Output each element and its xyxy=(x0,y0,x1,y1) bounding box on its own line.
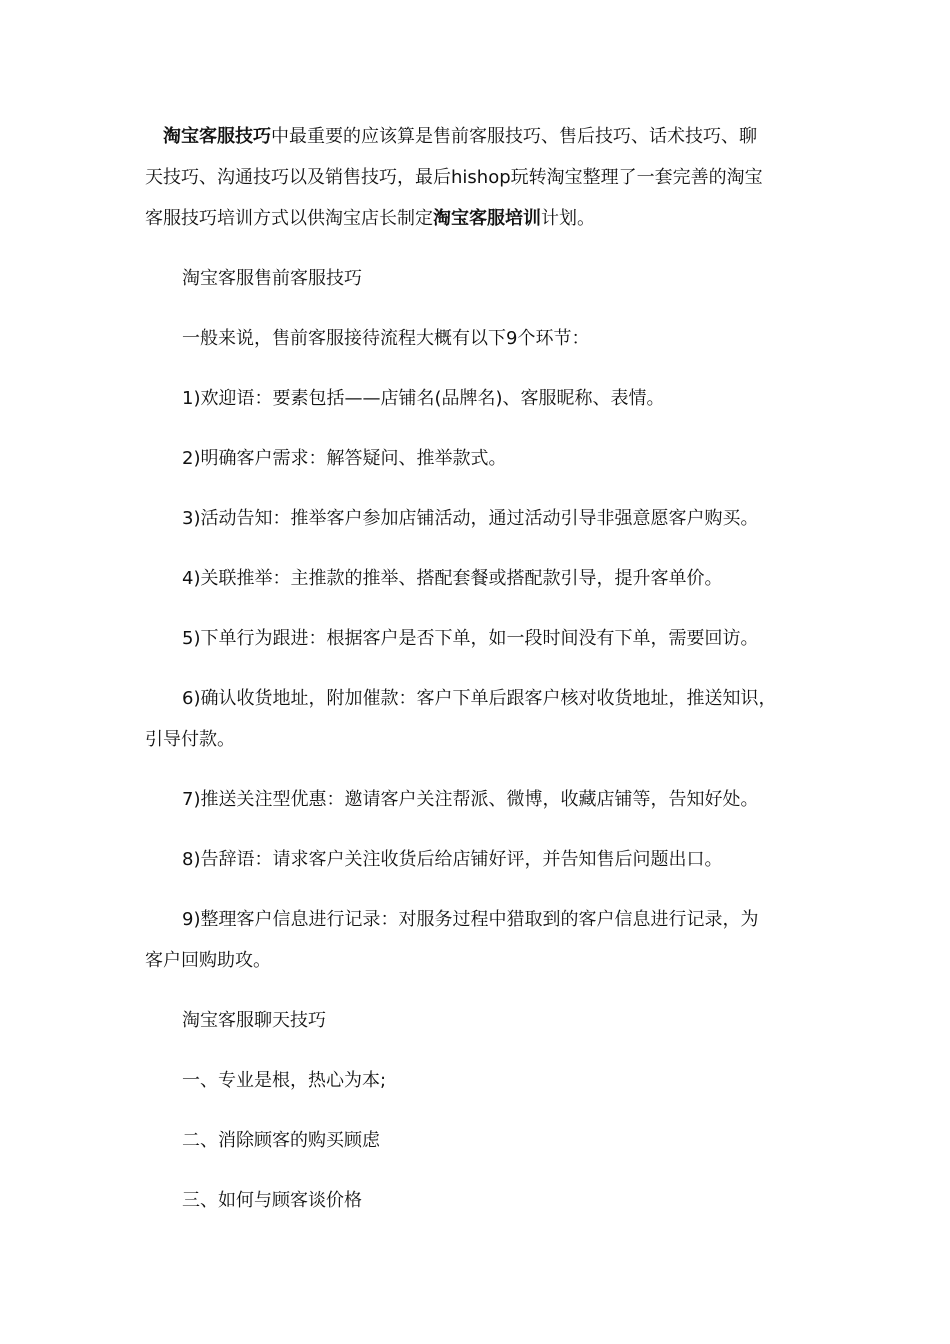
section2-item-1: 一、专业是根，热心为本; xyxy=(182,1070,387,1091)
section2-heading: 淘宝客服聊天技巧 xyxy=(182,1010,326,1031)
step-9-line-1: 9)整理客户信息进行记录：对服务过程中猎取到的客户信息进行记录，为 xyxy=(182,909,759,930)
step-1: 1)欢迎语：要素包括——店铺名(品牌名)、客服昵称、表情。 xyxy=(182,388,665,409)
section1-heading: 淘宝客服售前客服技巧 xyxy=(182,268,362,289)
intro-keyword-customer-service-tips: 淘宝客服技巧 xyxy=(163,126,271,147)
step-6-line-2: 引导付款。 xyxy=(145,729,235,750)
step-6-line-1: 6)确认收货地址，附加催款：客户下单后跟客户核对收货地址，推送知识， xyxy=(182,688,777,709)
intro-line-2: 天技巧、沟通技巧以及销售技巧，最后hishop玩转淘宝整理了一套完善的淘宝 xyxy=(145,167,763,188)
step-5: 5)下单行为跟进：根据客户是否下单，如一段时间没有下单，需要回访。 xyxy=(182,628,759,649)
intro-line-1 xyxy=(163,125,757,149)
step-9-line-2: 客户回购助攻。 xyxy=(145,950,271,971)
step-2: 2)明确客户需求：解答疑问、推举款式。 xyxy=(182,448,507,469)
step-3: 3)活动告知：推举客户参加店铺活动，通过活动引导非强意愿客户购买。 xyxy=(182,508,759,529)
intro-line-3-pre: 客服技巧培训方式以供淘宝店长制定 xyxy=(145,208,433,229)
intro-line-1-text: 中最重要的应该算是售前客服技巧、售后技巧、话术技巧、聊 xyxy=(271,126,757,147)
step-4: 4)关联推举：主推款的推举、搭配套餐或搭配款引导，提升客单价。 xyxy=(182,568,723,589)
intro-keyword-training: 淘宝客服培训 xyxy=(433,208,541,229)
intro-line-3 xyxy=(145,207,595,231)
section2-item-3: 三、如何与顾客谈价格 xyxy=(182,1190,362,1211)
step-7: 7)推送关注型优惠：邀请客户关注帮派、微博，收藏店铺等，告知好处。 xyxy=(182,789,759,810)
step-8: 8)告辞语：请求客户关注收货后给店铺好评，并告知售后问题出口。 xyxy=(182,849,723,870)
intro-line-3-post: 计划。 xyxy=(541,208,595,229)
section1-lead: 一般来说，售前客服接待流程大概有以下9个环节： xyxy=(182,328,590,349)
section2-item-2: 二、消除顾客的购买顾虑 xyxy=(182,1130,380,1151)
